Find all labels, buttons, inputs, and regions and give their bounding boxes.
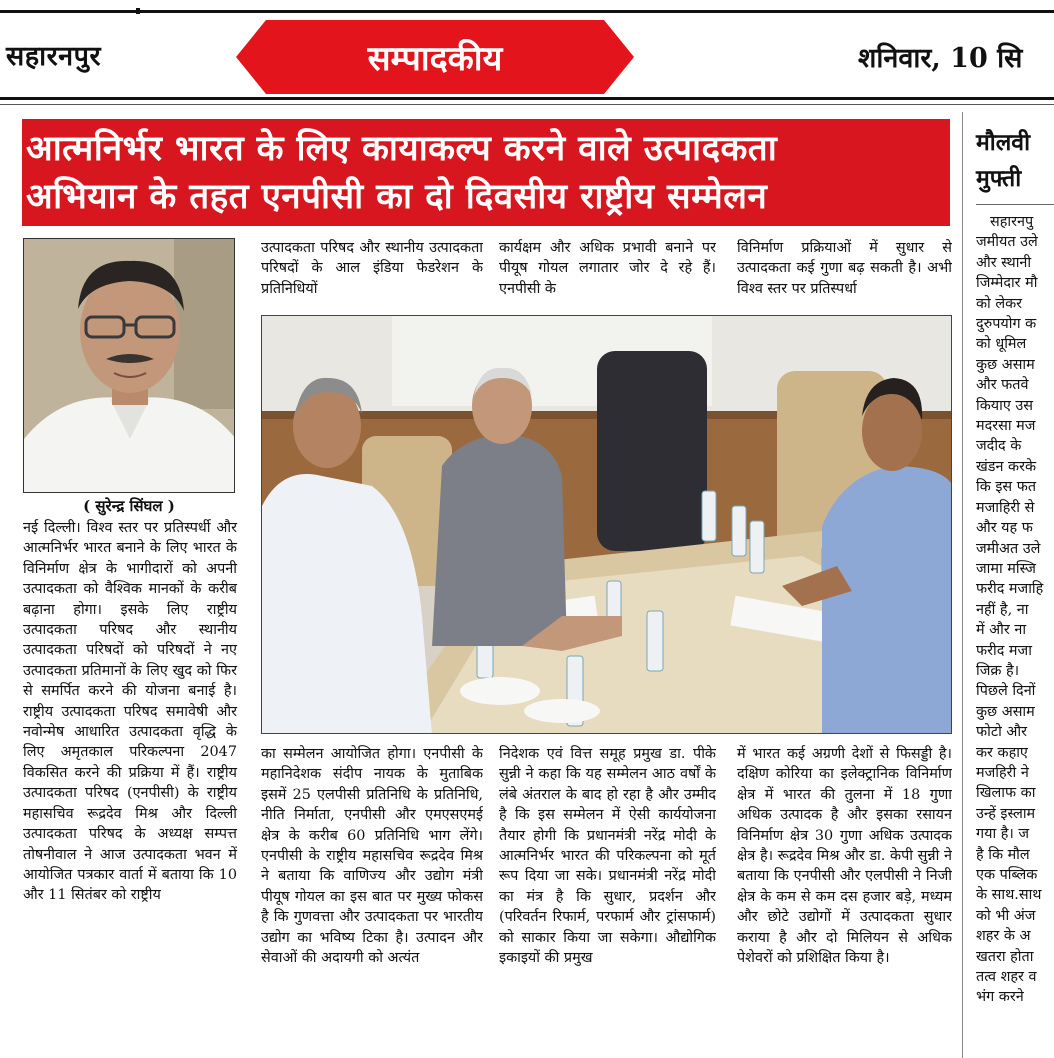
article-headline (22, 119, 950, 226)
section-banner (236, 20, 634, 94)
side-article-line: और फतवे (976, 377, 1029, 394)
side-article-line: के साथ.साथ (976, 887, 1042, 904)
side-article-line: शहर के अ (976, 928, 1031, 945)
column-3-bottom-text: निदेशक एवं वित्त समूह प्रमुख डा. पीके सुन्नी ने कहा कि यह सम्मेलन आठ वर्षों के लंबे अंतराल के बाद हो रहा है और उम्मीद है कि इस सम्मेलन में ऐसी कार्ययोजना तैयार होगी कि प्रधानमंत्री नरेंद्र मोदी के आत्मनिर्भर भारत की परिकल्पना को मूर्त रूप दिया जा सके। प्रधानमंत्री नरेंद्र मोदी का मंत्र है कि सुधार, प्रदर्शन और (परिवर्तन रिफार्म, परफार्म और ट्रांसफार्म) को साकार किया जा सकेगा। औद्योगिक इकाइयों की प्रमुख (499, 746, 716, 967)
column-1-text: नई दिल्ली। विश्व स्तर पर प्रतिस्पर्धी और आत्मनिर्भर भारत बनाने के लिए भारत के विनिर्माण क्षेत्र के भागीदारों को अपनी उत्पादकता को वैश्विक मानकों के करीब बढ़ाना होगा। इसके लिए राष्ट्रीय उत्पादकता परिषद और स्थानीय उत्पादकता परिषदों को परिषदों ने नए उत्पादकता प्रतिमानों के लिए खुद को फिर से समर्पित करने की योजना बनाई है। राष्ट्रीय उत्पादकता परिषद समावेषी और नवोन्मेष आधारित उत्पादकता वृद्धि के लिए अमृतकाल परिकल्पना 2047 विकसित करने की प्रक्रिया में हैं। राष्ट्रीय उत्पादकता परिषद (एनपीसी) के राष्ट्रीय महासचिव रूद्रदेव मिश्र और दिल्ली उत्पादकता परिषद के अध्यक्ष सम्पत्त तोषनीवाल ने आज उत्पादकता भवन में आयोजित पत्रकार वार्ता में बताया कि 10 और 11 सितंबर को राष्ट्रीय (23, 520, 237, 904)
author-photo (23, 238, 235, 493)
column-4-top-text: विनिर्माण प्रक्रियाओं में सुधार से उत्पादकता कई गुणा बढ़ सकती है। अभी विश्व स्तर पर प्रतिस्पर्धा (737, 240, 952, 297)
headline-line-2: अभियान के तहत एनपीसी का दो दिवसीय राष्ट्रीय सम्मेलन (26, 176, 768, 217)
masthead-thin-rule (0, 104, 1054, 105)
side-article-line: मजहिरी ने (976, 764, 1029, 781)
side-article-line: फरीद मजा (976, 642, 1032, 659)
side-article-line: फरीद मजाहि (976, 581, 1044, 598)
side-article-line: खिलाफ का (976, 785, 1036, 802)
column-2-top-text: उत्पादकता परिषद और स्थानीय उत्पादकता परिषदों के आल इंडिया फेडरेशन के प्रतिनिधियों (261, 240, 483, 297)
side-article-line: कुछ असाम (976, 703, 1035, 720)
meeting-photo (261, 315, 952, 734)
article-column-2-top (261, 238, 483, 304)
side-article-line: खतरा होता (976, 948, 1034, 965)
side-article-headline (976, 125, 1030, 197)
side-article-line: जिम्मेदार मौ (976, 275, 1038, 292)
side-article-line: सहारनपु (990, 214, 1034, 230)
side-article-line: तत्व शहर व (976, 969, 1037, 986)
article-column-3-top (499, 238, 716, 304)
side-article-line: कियाए उस (976, 397, 1033, 414)
side-headline-line-1: मौलवी (976, 129, 1031, 156)
masthead-top-rule (0, 10, 1054, 13)
article-column-1 (23, 518, 237, 906)
side-article-line: गया है। ज (976, 826, 1030, 843)
article-column-2-bottom (261, 744, 483, 1058)
masthead-bottom-rule (0, 97, 1054, 100)
column-divider (962, 112, 963, 1058)
article-column-3-bottom (499, 744, 716, 1058)
side-article-line: जामा मस्जि (976, 560, 1036, 577)
side-article-line: जदीद के (976, 438, 1022, 455)
side-article-line: को भी अंज (976, 907, 1036, 924)
article-column-4-bottom (737, 744, 952, 1058)
side-article-line: दुरुपयोग क (976, 316, 1037, 333)
byline: ( सुरेन्द्र सिंघल ) (83, 497, 175, 515)
side-article-line: मजाहिरी से (976, 499, 1035, 516)
side-article-line: कर कहाए (976, 744, 1028, 761)
side-article-line: खंडन करके (976, 458, 1037, 475)
side-article-line: फोटो और (976, 724, 1027, 741)
side-article-line: नहीं है, ना (976, 601, 1029, 618)
masthead-date: शनिवार, 10 सि (858, 43, 1023, 74)
side-article-line: कि इस फत (976, 479, 1037, 496)
side-article-line: और स्थानी (976, 254, 1032, 271)
side-article-line: मदरसा मज (976, 418, 1036, 435)
masthead-city: सहारनपुर (6, 41, 101, 72)
side-headline-line-2: मुफ्ती (976, 165, 1022, 192)
side-article-line: कुछ असाम (976, 356, 1035, 373)
side-article-line: उन्हें इस्लाम (976, 805, 1036, 822)
side-article-line: एक पब्लिक (976, 867, 1038, 883)
side-headline-rule (976, 204, 1054, 205)
meeting-photo-image (262, 316, 952, 734)
side-article-line: और यह फ (976, 520, 1033, 537)
side-article-line: पिछले दिनों (976, 683, 1036, 700)
side-article-line: जमीयत उले (976, 234, 1038, 251)
headline-line-1: आत्मनिर्भर भारत के लिए कायाकल्प करने वाले उत्पादकता (26, 128, 778, 169)
column-2-bottom-text: का सम्मेलन आयोजित होगा। एनपीसी के महानिदेशक संदीप नायक के मुताबिक इसमें 25 एलपीसी प्रतिनिधि के प्रतिनिधि, नीति निर्माता, एनपीसी और एमएसएमई क्षेत्र के करीब 60 प्रतिनिधि भाग लेंगे। एनपीसी के राष्ट्रीय महासचिव रूद्रदेव मिश्र ने बताया कि वाणिज्य और उद्योग मंत्री पीयूष गोयल का इस बात पर मुख्य फोकस है कि गुणवत्ता और उत्पादकता पर भारतीय उद्योग का भविष्य टिका है। उत्पादन और सेवाओं की अदायगी को अत्यंत (261, 746, 483, 967)
side-article-line: को धूमिल (976, 336, 1027, 353)
column-4-bottom-text: में भारत कई अग्रणी देशों से फिसड्डी है। दक्षिण कोरिया का इलेक्ट्रानिक विनिर्माण क्षेत्र में भारत की तुलना में 18 गुणा अधिक उत्पादक है और इसका रसायन विनिर्माण क्षेत्र 30 गुणा अधिक उत्पादक क्षेत्र है। रूद्रदेव मिश्र और डा. केपी सुन्नी ने बताया कि एनपीसी और एलपीसी ने निजी क्षेत्र के कम से कम दस हजार बड़े, मध्यम और छोटे उद्योगों में उत्पादकता सुधार कराया है और दो मिलियन से अधिक पेशेवरों को प्रशिक्षित किया है। (737, 746, 952, 967)
article-column-4-top (737, 238, 952, 304)
side-article-line: है कि मौल (976, 846, 1030, 863)
section-title: सम्पादकीय (367, 39, 503, 79)
author-portrait-image (24, 239, 235, 493)
side-article-line: में और ना (976, 622, 1027, 639)
side-article-line: भंग करने (976, 989, 1024, 1006)
side-article-line: जमीअत उले (976, 540, 1041, 557)
side-article-line: को लेकर (976, 295, 1023, 312)
column-3-top-text: कार्यक्षम और अधिक प्रभावी बनाने पर पीयूष गोयल लगातार जोर दे रहे हैं। एनपीसी के (499, 240, 716, 297)
side-article-text (976, 212, 1054, 1008)
side-article-line: जिक्र है। (976, 662, 1020, 679)
